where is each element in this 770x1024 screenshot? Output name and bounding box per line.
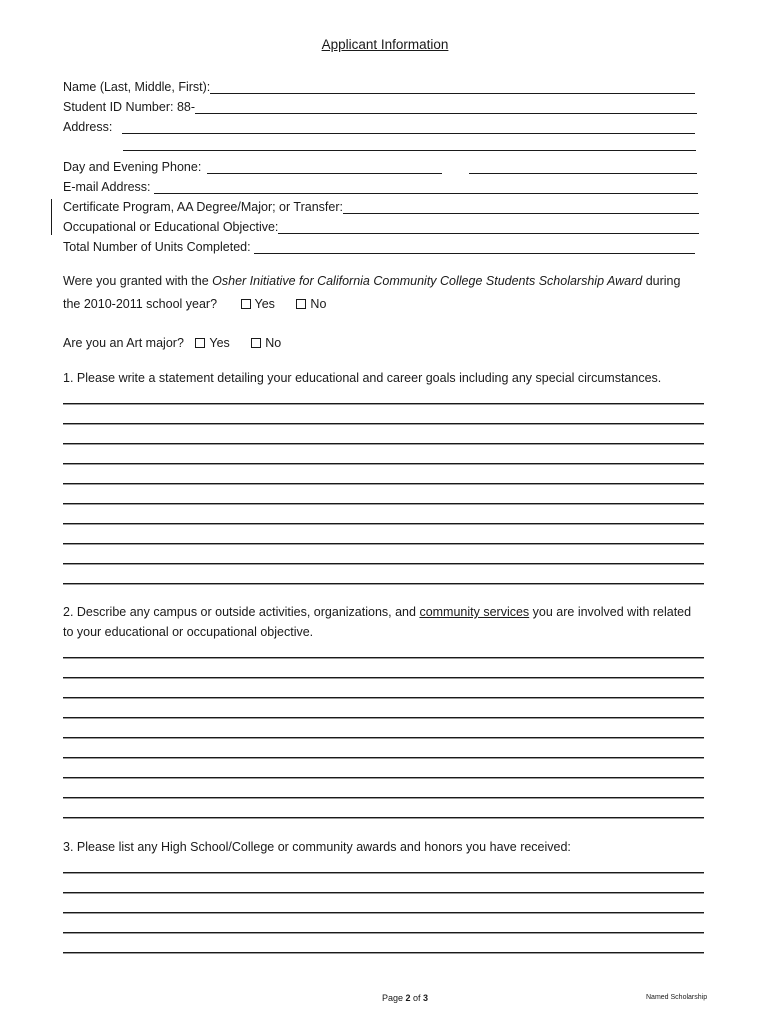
address-field-1[interactable] <box>122 122 695 134</box>
margin-change-bar <box>51 199 52 235</box>
question-2: 2. Describe any campus or outside activities, organizations, and community services you are involved with related to your educational or occupational objective. <box>63 605 692 639</box>
student-id-field[interactable] <box>195 102 697 114</box>
student-id-row <box>63 98 697 114</box>
answer-line[interactable] <box>63 463 704 464</box>
answer-line[interactable] <box>63 777 704 778</box>
name-field[interactable] <box>210 82 695 94</box>
osher-yes-label: Yes <box>254 297 275 311</box>
answer-line[interactable] <box>63 403 704 404</box>
units-label: Total Number of Units Completed: <box>63 240 251 254</box>
address-label: Address: <box>63 120 113 134</box>
art-no-label: No <box>265 336 282 350</box>
certificate-label: Certificate Program, AA Degree/Major; or Transfer: <box>63 200 343 214</box>
answer-line[interactable] <box>63 583 704 584</box>
answer-line[interactable] <box>63 717 704 718</box>
objective-label: Occupational or Educational Objective: <box>63 220 279 234</box>
name-label: Name (Last, Middle, First): <box>63 80 211 94</box>
answer-line[interactable] <box>63 423 704 424</box>
osher-no-label: No <box>310 297 327 311</box>
address-field-2[interactable] <box>123 150 696 151</box>
osher-question <box>63 271 708 315</box>
answer-line[interactable] <box>63 443 704 444</box>
page-number: Page 2 of 3 <box>381 993 429 1003</box>
answer-line[interactable] <box>63 737 704 738</box>
art-yes-label: Yes <box>209 336 230 350</box>
student-id-label: Student ID Number: 88- <box>63 100 196 114</box>
answer-line[interactable] <box>63 657 704 658</box>
answer-line[interactable] <box>63 932 704 933</box>
answer-line[interactable] <box>63 523 704 524</box>
osher-yes-checkbox[interactable] <box>241 299 251 309</box>
page-title: Applicant Information <box>321 37 449 52</box>
osher-question-line-1: Were you granted with the Osher Initiative for California Community College Students Scholarship Award during <box>63 274 681 288</box>
answer-line[interactable] <box>63 912 704 913</box>
osher-no-checkbox[interactable] <box>296 299 306 309</box>
objective-row <box>63 218 699 234</box>
art-yes-checkbox[interactable] <box>195 338 205 348</box>
answer-line[interactable] <box>63 483 704 484</box>
email-field[interactable] <box>154 182 698 194</box>
answer-line[interactable] <box>63 543 704 544</box>
art-no-checkbox[interactable] <box>251 338 261 348</box>
email-label: E-mail Address: <box>63 180 151 194</box>
answer-line[interactable] <box>63 563 704 564</box>
footer-label: Named Scholarship <box>646 994 708 1001</box>
day-phone-field[interactable] <box>207 162 441 174</box>
email-row <box>63 178 698 194</box>
address-row <box>63 118 695 134</box>
question-1: 1. Please write a statement detailing your educational and career goals including any special circumstances. <box>63 371 662 385</box>
answer-line[interactable] <box>63 892 704 893</box>
answer-line[interactable] <box>63 817 704 818</box>
certificate-field[interactable] <box>343 202 699 214</box>
name-row <box>63 78 695 94</box>
phone-row <box>63 158 697 174</box>
answer-line[interactable] <box>63 872 704 873</box>
phone-label: Day and Evening Phone: <box>63 160 202 174</box>
answer-line[interactable] <box>63 677 704 678</box>
answer-line[interactable] <box>63 952 704 953</box>
answer-line[interactable] <box>63 797 704 798</box>
answer-line[interactable] <box>63 757 704 758</box>
certificate-row <box>63 198 699 214</box>
units-row <box>63 238 695 254</box>
osher-question-line-2: the 2010-2011 school year? Yes No <box>63 297 327 311</box>
question-3: 3. Please list any High School/College or community awards and honors you have received: <box>63 840 571 854</box>
answer-line[interactable] <box>63 697 704 698</box>
units-field[interactable] <box>254 242 695 254</box>
answer-line[interactable] <box>63 503 704 504</box>
art-question: Are you an Art major? Yes No <box>63 336 282 350</box>
evening-phone-field[interactable] <box>469 162 697 174</box>
objective-field[interactable] <box>278 222 699 234</box>
